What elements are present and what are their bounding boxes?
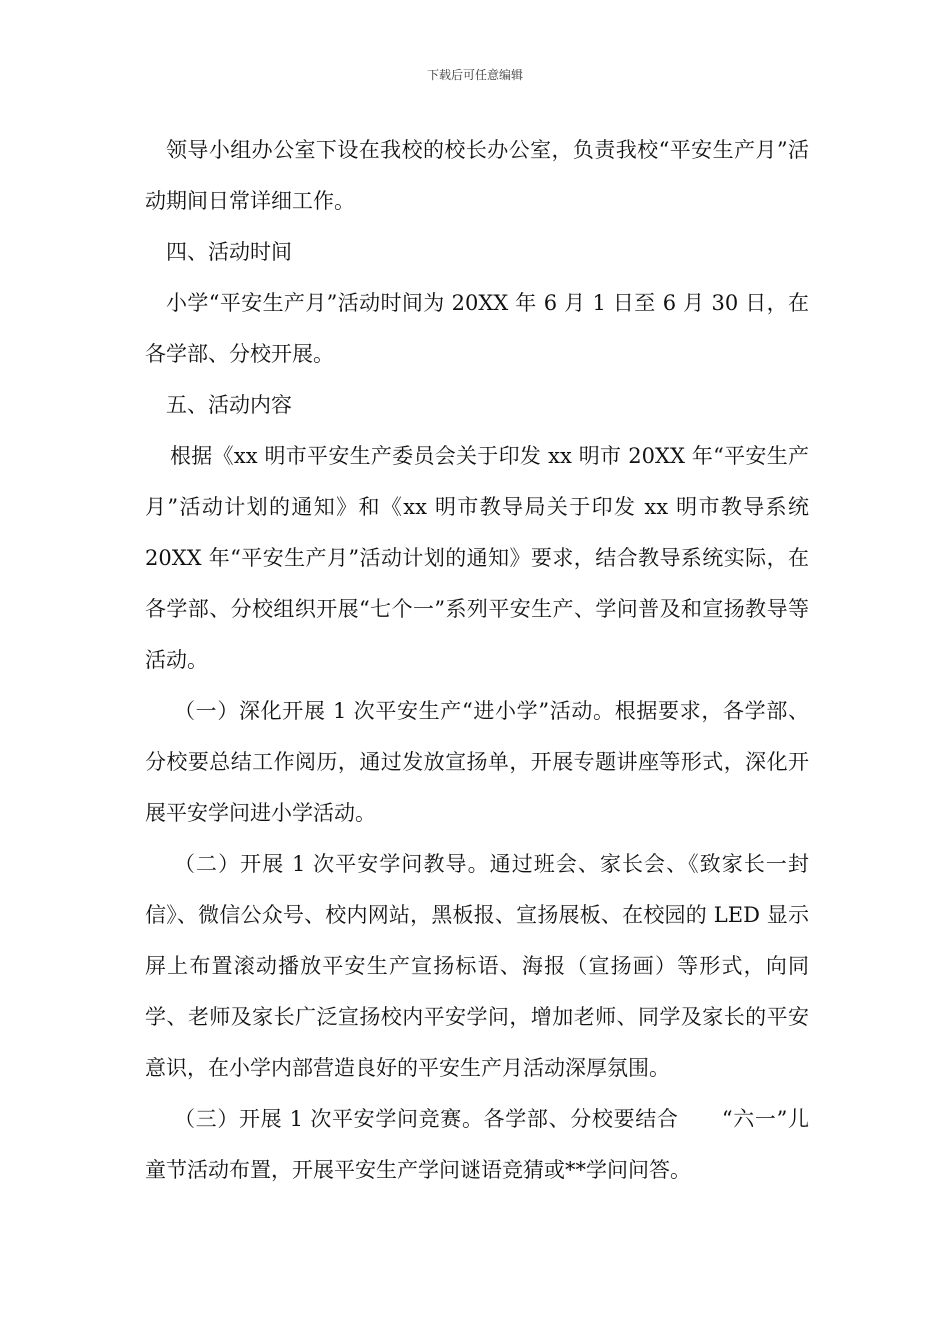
heading-activity-content: 五、活动内容 <box>166 393 292 417</box>
page-header: 下载后可任意编辑 <box>426 68 523 82</box>
heading-activity-time: 四、活动时间 <box>166 240 292 264</box>
document-body <box>145 125 809 1196</box>
paragraph-item-three: （三）开展 1 次平安学问竞赛。各学部、分校要结合 “六一”儿童节活动布置，开展平安生产学问谜语竞猜或**学问问答。 <box>145 1107 809 1182</box>
paragraph-activity-content: 根据《xx 明市平安生产委员会关于印发 xx 明市 20XX 年“平安生产月”活动计划的通知》和《xx 明市教导局关于印发 xx 明市教导系统 20XX 年“平安生产月”活动计划的通知》要求，结合教导系统实际，在各学部、分校组织开展“七个一”系列平安生产、学问普及和宣扬教导等活动。 <box>145 444 809 672</box>
paragraph-office: 领导小组办公室下设在我校的校长办公室，负责我校“平安生产月”活动期间日常详细工作。 <box>145 138 809 213</box>
paragraph-item-two: （二）开展 1 次平安学问教导。通过班会、家长会、《致家长一封信》、微信公众号、校内网站，黑板报、宣扬展板、在校园的 LED 显示屏上布置滚动播放平安生产宣扬标语、海报（宣扬画）等形式，向同学、老师及家长广泛宣扬校内平安学问，增加老师、同学及家长的平安意识，在小学内部营造良好的平安生产月活动深厚氛围。 <box>145 852 809 1080</box>
paragraph-item-one: （一）深化开展 1 次平安生产“进小学”活动。根据要求，各学部、分校要总结工作阅历，通过发放宣扬单，开展专题讲座等形式，深化开展平安学问进小学活动。 <box>145 699 809 825</box>
paragraph-activity-time: 小学“平安生产月”活动时间为 20XX 年 6 月 1 日至 6 月 30 日，在各学部、分校开展。 <box>145 291 809 366</box>
